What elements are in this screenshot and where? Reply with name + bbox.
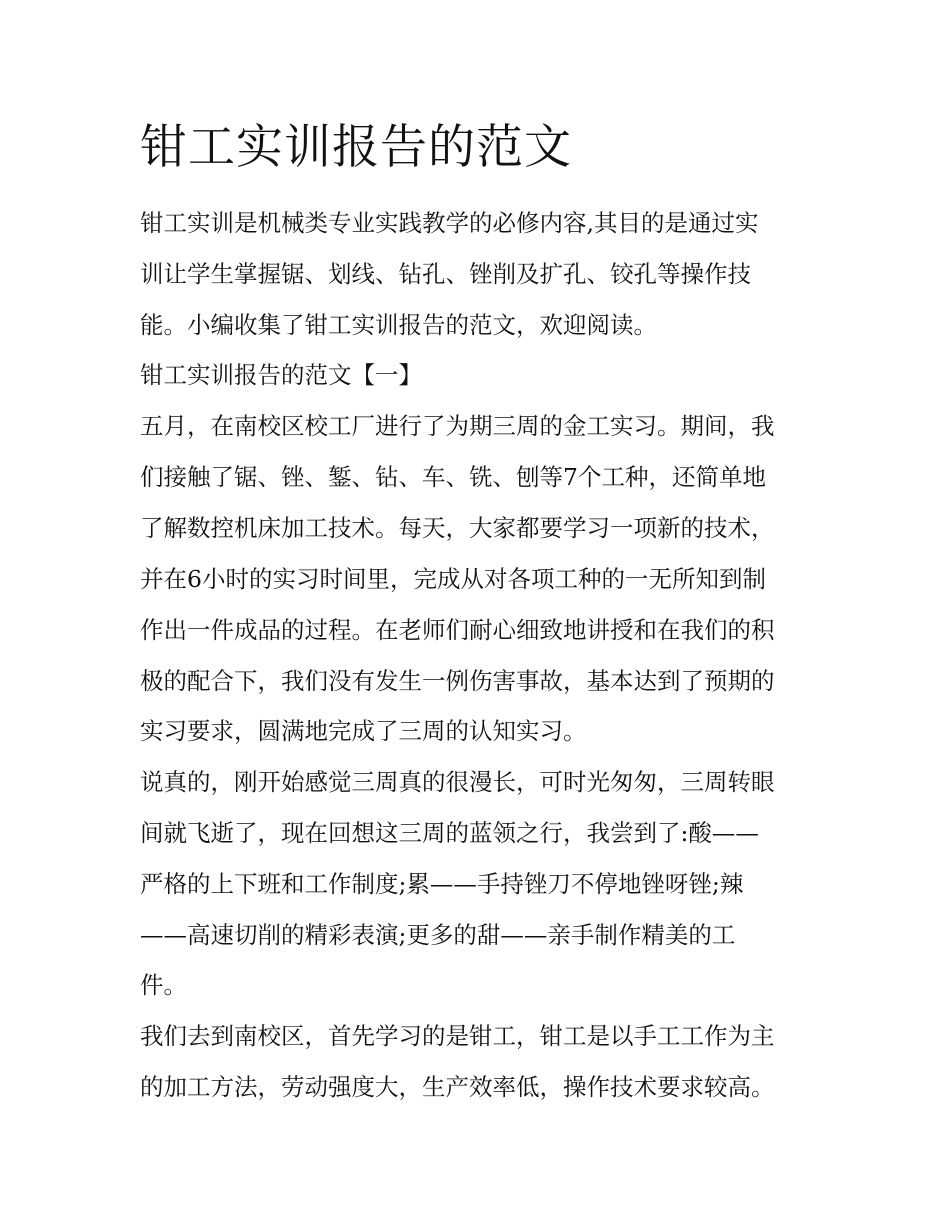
intro-line-1: 钳工实训是机械类专业实践教学的必修内容,其目的是通过实 (140, 209, 759, 237)
body-line-3: 了解数控机床加工技术。每天，大家都要学习一项新的技术， (140, 514, 775, 542)
body-line-12: 件。 (140, 971, 187, 999)
body-line-7: 实习要求，圆满地完成了三周的认知实习。 (140, 717, 587, 745)
body-line-8: 说真的，刚开始感觉三周真的很漫长，可时光匆匆，三周转眼 (140, 768, 775, 796)
body-line-4: 并在6小时的实习时间里，完成从对各项工种的一无所知到制 (140, 565, 766, 593)
body-line-11: ——高速切削的精彩表演;更多的甜——亲手制作精美的工 (140, 921, 736, 949)
intro-line-3: 能。小编收集了钳工实训报告的范文，欢迎阅读。 (140, 311, 657, 339)
body-line-6: 极的配合下，我们没有发生一例伤害事故，基本达到了预期的 (140, 667, 775, 695)
body-line-1: 五月，在南校区校工厂进行了为期三周的金工实习。期间，我 (140, 412, 775, 440)
body-line-14: 的加工方法，劳动强度大，生产效率低，操作技术要求较高。 (140, 1073, 775, 1101)
intro-line-2: 训让学生掌握锯、划线、钻孔、锉削及扩孔、铰孔等操作技 (140, 260, 751, 288)
section-heading: 钳工实训报告的范文【一】 (140, 361, 422, 389)
body-line-2: 们接触了锯、锉、錾、钻、车、铣、刨等7个工种，还简单地 (140, 463, 766, 491)
body-line-13: 我们去到南校区，首先学习的是钳工，钳工是以手工工作为主 (140, 1022, 775, 1050)
document-title: 钳工实训报告的范文 (140, 120, 572, 175)
body-line-5: 作出一件成品的过程。在老师们耐心细致地讲授和在我们的积 (140, 616, 775, 644)
body-line-9: 间就飞逝了，现在回想这三周的蓝领之行，我尝到了:酸—— (140, 819, 759, 847)
body-line-10: 严格的上下班和工作制度;累——手持锉刀不停地锉呀锉;辣 (140, 870, 744, 898)
